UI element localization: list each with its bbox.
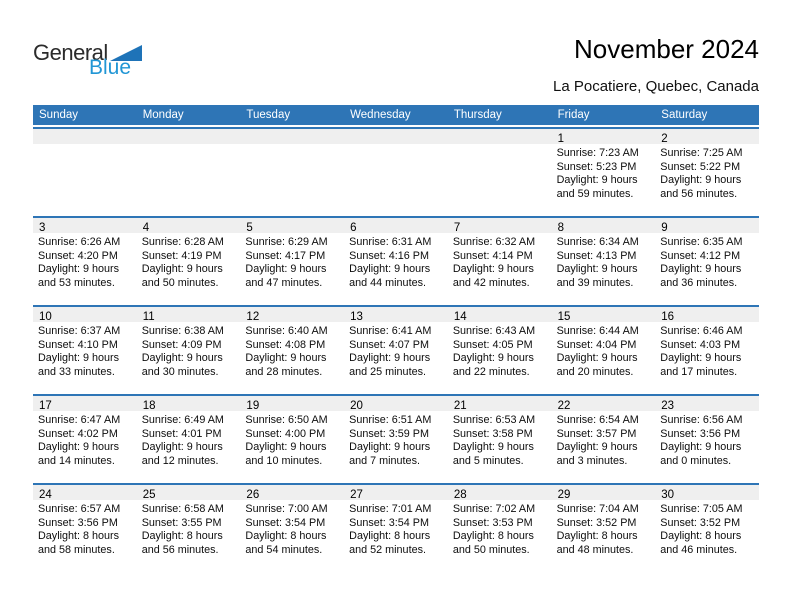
sunrise-text: Sunrise: 7:01 AM <box>349 503 432 515</box>
day-number: 28 <box>453 489 467 501</box>
day-details <box>655 233 759 290</box>
day-number: 14 <box>453 311 467 323</box>
day-cell <box>655 307 759 394</box>
day-cell <box>137 485 241 572</box>
sunset-text: Sunset: 4:16 PM <box>349 249 429 262</box>
sunrise-text: Sunrise: 6:57 AM <box>38 503 121 515</box>
day-cell <box>240 485 344 572</box>
sunrise-text: Sunrise: 6:56 AM <box>660 414 743 426</box>
day-number-band <box>137 218 241 233</box>
day-number-band <box>448 218 552 233</box>
sunset-text: Sunset: 4:17 PM <box>245 249 326 262</box>
sunset-text: Sunset: 4:05 PM <box>452 338 533 351</box>
day-number-band <box>137 485 241 500</box>
day-number: 9 <box>661 222 668 234</box>
sunset-text: Sunset: 4:13 PM <box>556 249 637 262</box>
day-details <box>552 144 656 201</box>
sunset-text: Sunset: 3:53 PM <box>452 516 533 529</box>
sunrise-text: Sunrise: 6:37 AM <box>38 325 121 337</box>
day-details <box>33 411 137 468</box>
daylight-text: Daylight: 8 hours and 58 minutes. <box>38 530 120 556</box>
day-cell <box>552 485 656 572</box>
day-number: 27 <box>350 489 363 501</box>
day-cell <box>448 218 552 305</box>
sunset-text: Sunset: 4:00 PM <box>245 427 326 440</box>
day-number: 2 <box>661 133 668 145</box>
day-cell <box>552 307 656 394</box>
weekday-monday: Monday <box>142 109 184 121</box>
sunrise-text: Sunrise: 6:29 AM <box>245 236 328 248</box>
day-number-band <box>552 129 656 144</box>
daylight-text: Daylight: 9 hours and 22 minutes. <box>452 352 534 378</box>
week-row <box>33 483 759 572</box>
sunrise-text: Sunrise: 6:35 AM <box>660 236 743 248</box>
sunrise-text: Sunrise: 6:44 AM <box>556 325 639 337</box>
day-cell <box>655 396 759 483</box>
daylight-text: Daylight: 9 hours and 7 minutes. <box>349 441 431 467</box>
day-cell <box>240 218 344 305</box>
daylight-text: Daylight: 9 hours and 28 minutes. <box>245 352 327 378</box>
sunset-text: Sunset: 3:57 PM <box>556 427 637 440</box>
sunrise-text: Sunrise: 6:41 AM <box>349 325 432 337</box>
daylight-text: Daylight: 9 hours and 44 minutes. <box>349 263 431 289</box>
day-details <box>655 411 759 468</box>
day-cell <box>552 218 656 305</box>
day-number-band <box>344 307 448 322</box>
day-number: 7 <box>453 222 461 234</box>
logo-text-blue: Blue <box>89 56 132 79</box>
day-number: 13 <box>350 311 363 323</box>
sunset-text: Sunset: 5:22 PM <box>660 160 741 173</box>
day-number-band <box>448 396 552 411</box>
sunrise-text: Sunrise: 6:46 AM <box>660 325 743 337</box>
daylight-text: Daylight: 9 hours and 50 minutes. <box>141 263 223 289</box>
day-number-band <box>240 307 344 322</box>
day-cell <box>344 218 448 305</box>
day-cell <box>448 307 552 394</box>
day-number-band <box>552 218 656 233</box>
sunset-text: Sunset: 3:58 PM <box>452 427 533 440</box>
sunrise-text: Sunrise: 6:47 AM <box>38 414 121 426</box>
day-number: 18 <box>142 400 156 412</box>
day-details <box>344 233 448 290</box>
sunrise-text: Sunrise: 6:50 AM <box>245 414 328 426</box>
general-blue-logo <box>33 42 142 78</box>
day-cell <box>448 396 552 483</box>
empty-day-cell <box>33 129 137 216</box>
day-details <box>552 322 656 379</box>
week-row <box>33 127 759 216</box>
day-number: 15 <box>557 311 571 323</box>
day-number-band <box>240 129 344 144</box>
sunset-text: Sunset: 3:55 PM <box>141 516 222 529</box>
sunset-text: Sunset: 3:54 PM <box>245 516 326 529</box>
day-cell <box>552 129 656 216</box>
page-title: November 2024 <box>574 34 759 64</box>
day-number-band <box>344 218 448 233</box>
day-cell <box>33 307 137 394</box>
day-details <box>33 500 137 557</box>
sunrise-text: Sunrise: 6:43 AM <box>452 325 536 337</box>
calendar-table <box>33 105 759 572</box>
day-cell <box>137 218 241 305</box>
day-number: 4 <box>142 222 150 234</box>
sunset-text: Sunset: 4:19 PM <box>141 249 222 262</box>
weekday-saturday: Saturday <box>661 109 708 121</box>
sunrise-text: Sunrise: 6:49 AM <box>141 414 224 426</box>
week-row <box>33 394 759 483</box>
sunset-text: Sunset: 4:08 PM <box>245 338 326 351</box>
daylight-text: Daylight: 9 hours and 10 minutes. <box>245 441 327 467</box>
sunrise-text: Sunrise: 7:23 AM <box>556 147 639 159</box>
sunset-text: Sunset: 3:56 PM <box>660 427 741 440</box>
sunrise-text: Sunrise: 6:34 AM <box>556 236 639 248</box>
sunrise-text: Sunrise: 6:31 AM <box>349 236 432 248</box>
day-details <box>448 411 552 468</box>
day-number: 3 <box>39 222 46 234</box>
day-details <box>552 411 656 468</box>
sunset-text: Sunset: 4:20 PM <box>38 249 118 262</box>
sunrise-text: Sunrise: 6:58 AM <box>141 503 224 515</box>
day-number-band <box>137 396 241 411</box>
day-number-band <box>33 218 137 233</box>
empty-day-cell <box>448 129 552 216</box>
day-details <box>655 322 759 379</box>
day-number-band <box>655 218 759 233</box>
logo-text-general: General <box>33 40 108 65</box>
day-number-band <box>137 307 241 322</box>
daylight-text: Daylight: 9 hours and 53 minutes. <box>38 263 120 289</box>
day-cell <box>33 396 137 483</box>
day-cell <box>344 485 448 572</box>
day-number: 23 <box>661 400 675 412</box>
day-number: 26 <box>246 489 260 501</box>
sunrise-text: Sunrise: 7:02 AM <box>452 503 536 515</box>
day-details <box>137 322 241 379</box>
week-row <box>33 216 759 305</box>
day-number-band <box>137 129 241 144</box>
day-number: 19 <box>246 400 260 412</box>
weekday-header-row <box>33 105 759 125</box>
day-number: 8 <box>557 222 564 234</box>
daylight-text: Daylight: 8 hours and 54 minutes. <box>245 530 327 556</box>
weekday-wednesday: Wednesday <box>350 109 411 121</box>
day-number: 11 <box>142 311 155 323</box>
daylight-text: Daylight: 8 hours and 48 minutes. <box>556 530 638 556</box>
day-cell <box>344 307 448 394</box>
day-number: 17 <box>39 400 52 412</box>
day-number-band <box>655 396 759 411</box>
day-details <box>448 500 552 557</box>
day-number: 25 <box>142 489 156 501</box>
day-number-band <box>552 307 656 322</box>
day-details <box>240 322 344 379</box>
day-number-band <box>33 396 137 411</box>
day-cell <box>655 485 759 572</box>
empty-day-cell <box>240 129 344 216</box>
day-number-band <box>448 485 552 500</box>
day-number-band <box>344 129 448 144</box>
day-number: 21 <box>453 400 467 412</box>
daylight-text: Daylight: 8 hours and 50 minutes. <box>452 530 534 556</box>
sunrise-text: Sunrise: 6:54 AM <box>556 414 639 426</box>
day-details <box>448 233 552 290</box>
sunset-text: Sunset: 5:23 PM <box>556 160 637 173</box>
sunset-text: Sunset: 4:09 PM <box>141 338 222 351</box>
daylight-text: Daylight: 9 hours and 59 minutes. <box>556 174 638 200</box>
day-cell <box>240 396 344 483</box>
day-cell <box>344 396 448 483</box>
page-subtitle: La Pocatiere, Quebec, Canada <box>553 78 759 95</box>
daylight-text: Daylight: 9 hours and 5 minutes. <box>452 441 534 467</box>
sunrise-text: Sunrise: 7:04 AM <box>556 503 639 515</box>
sunset-text: Sunset: 4:10 PM <box>38 338 118 351</box>
day-number-band <box>240 218 344 233</box>
day-cell <box>33 218 137 305</box>
day-cell <box>448 485 552 572</box>
sunrise-text: Sunrise: 7:05 AM <box>660 503 743 515</box>
day-cell <box>655 218 759 305</box>
daylight-text: Daylight: 9 hours and 36 minutes. <box>660 263 742 289</box>
sunrise-text: Sunrise: 6:38 AM <box>141 325 224 337</box>
day-details <box>655 500 759 557</box>
day-number-band <box>344 396 448 411</box>
day-details <box>137 411 241 468</box>
empty-day-cell <box>137 129 241 216</box>
day-details <box>344 322 448 379</box>
weekday-sunday: Sunday <box>39 109 79 121</box>
day-details <box>552 233 656 290</box>
sunset-text: Sunset: 4:03 PM <box>660 338 741 351</box>
calendar-weeks <box>33 127 759 572</box>
day-cell <box>655 129 759 216</box>
day-number-band <box>33 485 137 500</box>
day-number-band <box>552 485 656 500</box>
day-number-band <box>448 307 552 322</box>
day-cell <box>33 485 137 572</box>
weekday-friday: Friday <box>557 109 590 121</box>
daylight-text: Daylight: 8 hours and 52 minutes. <box>349 530 431 556</box>
day-number-band <box>552 396 656 411</box>
day-number-band <box>448 129 552 144</box>
sunrise-text: Sunrise: 6:40 AM <box>245 325 328 337</box>
day-details <box>137 500 241 557</box>
sunrise-text: Sunrise: 7:00 AM <box>245 503 328 515</box>
daylight-text: Daylight: 9 hours and 20 minutes. <box>556 352 638 378</box>
sunset-text: Sunset: 4:01 PM <box>141 427 222 440</box>
day-details <box>33 322 137 379</box>
sunset-text: Sunset: 4:12 PM <box>660 249 741 262</box>
daylight-text: Daylight: 9 hours and 42 minutes. <box>452 263 534 289</box>
day-number-band <box>655 485 759 500</box>
sunrise-text: Sunrise: 6:51 AM <box>349 414 432 426</box>
day-details <box>448 322 552 379</box>
day-number-band <box>655 307 759 322</box>
sunrise-text: Sunrise: 7:25 AM <box>660 147 743 159</box>
sunset-text: Sunset: 4:14 PM <box>452 249 533 262</box>
day-number: 24 <box>39 489 52 501</box>
day-number: 5 <box>246 222 253 234</box>
day-number-band <box>240 485 344 500</box>
daylight-text: Daylight: 9 hours and 12 minutes. <box>141 441 223 467</box>
daylight-text: Daylight: 9 hours and 56 minutes. <box>660 174 742 200</box>
day-number: 30 <box>661 489 675 501</box>
day-number: 6 <box>350 222 357 234</box>
day-number-band <box>33 307 137 322</box>
day-details <box>655 144 759 201</box>
sunset-text: Sunset: 4:07 PM <box>349 338 429 351</box>
title-block <box>553 34 759 95</box>
sunrise-text: Sunrise: 6:28 AM <box>141 236 224 248</box>
sunset-text: Sunset: 3:56 PM <box>38 516 118 529</box>
sunset-text: Sunset: 3:52 PM <box>556 516 637 529</box>
day-details <box>344 500 448 557</box>
day-details <box>552 500 656 557</box>
day-details <box>344 411 448 468</box>
week-row <box>33 305 759 394</box>
day-details <box>137 233 241 290</box>
day-number-band <box>33 129 137 144</box>
day-cell <box>240 307 344 394</box>
daylight-text: Daylight: 9 hours and 17 minutes. <box>660 352 742 378</box>
day-number-band <box>655 129 759 144</box>
daylight-text: Daylight: 9 hours and 14 minutes. <box>38 441 120 467</box>
empty-day-cell <box>344 129 448 216</box>
sunset-text: Sunset: 4:04 PM <box>556 338 637 351</box>
daylight-text: Daylight: 9 hours and 25 minutes. <box>349 352 431 378</box>
day-number: 29 <box>557 489 571 501</box>
daylight-text: Daylight: 8 hours and 46 minutes. <box>660 530 742 556</box>
sunset-text: Sunset: 3:52 PM <box>660 516 741 529</box>
sunset-text: Sunset: 3:59 PM <box>349 427 429 440</box>
sunrise-text: Sunrise: 6:53 AM <box>452 414 536 426</box>
day-details <box>240 233 344 290</box>
day-number: 10 <box>39 311 52 323</box>
daylight-text: Daylight: 8 hours and 56 minutes. <box>141 530 223 556</box>
daylight-text: Daylight: 9 hours and 39 minutes. <box>556 263 638 289</box>
day-details <box>33 233 137 290</box>
day-number: 22 <box>557 400 571 412</box>
daylight-text: Daylight: 9 hours and 33 minutes. <box>38 352 120 378</box>
day-number: 20 <box>350 400 363 412</box>
daylight-text: Daylight: 9 hours and 3 minutes. <box>556 441 638 467</box>
day-number-band <box>240 396 344 411</box>
weekday-tuesday: Tuesday <box>246 109 291 121</box>
day-cell <box>552 396 656 483</box>
day-number: 16 <box>661 311 675 323</box>
daylight-text: Daylight: 9 hours and 0 minutes. <box>660 441 742 467</box>
weekday-thursday: Thursday <box>453 109 502 121</box>
sunrise-text: Sunrise: 6:32 AM <box>452 236 536 248</box>
sunset-text: Sunset: 3:54 PM <box>349 516 429 529</box>
daylight-text: Daylight: 9 hours and 30 minutes. <box>141 352 223 378</box>
day-cell <box>137 307 241 394</box>
day-details <box>240 500 344 557</box>
sunset-text: Sunset: 4:02 PM <box>38 427 118 440</box>
day-details <box>240 411 344 468</box>
sunrise-text: Sunrise: 6:26 AM <box>38 236 121 248</box>
day-number: 1 <box>557 133 564 145</box>
day-cell <box>137 396 241 483</box>
day-number: 12 <box>246 311 260 323</box>
daylight-text: Daylight: 9 hours and 47 minutes. <box>245 263 327 289</box>
day-number-band <box>344 485 448 500</box>
